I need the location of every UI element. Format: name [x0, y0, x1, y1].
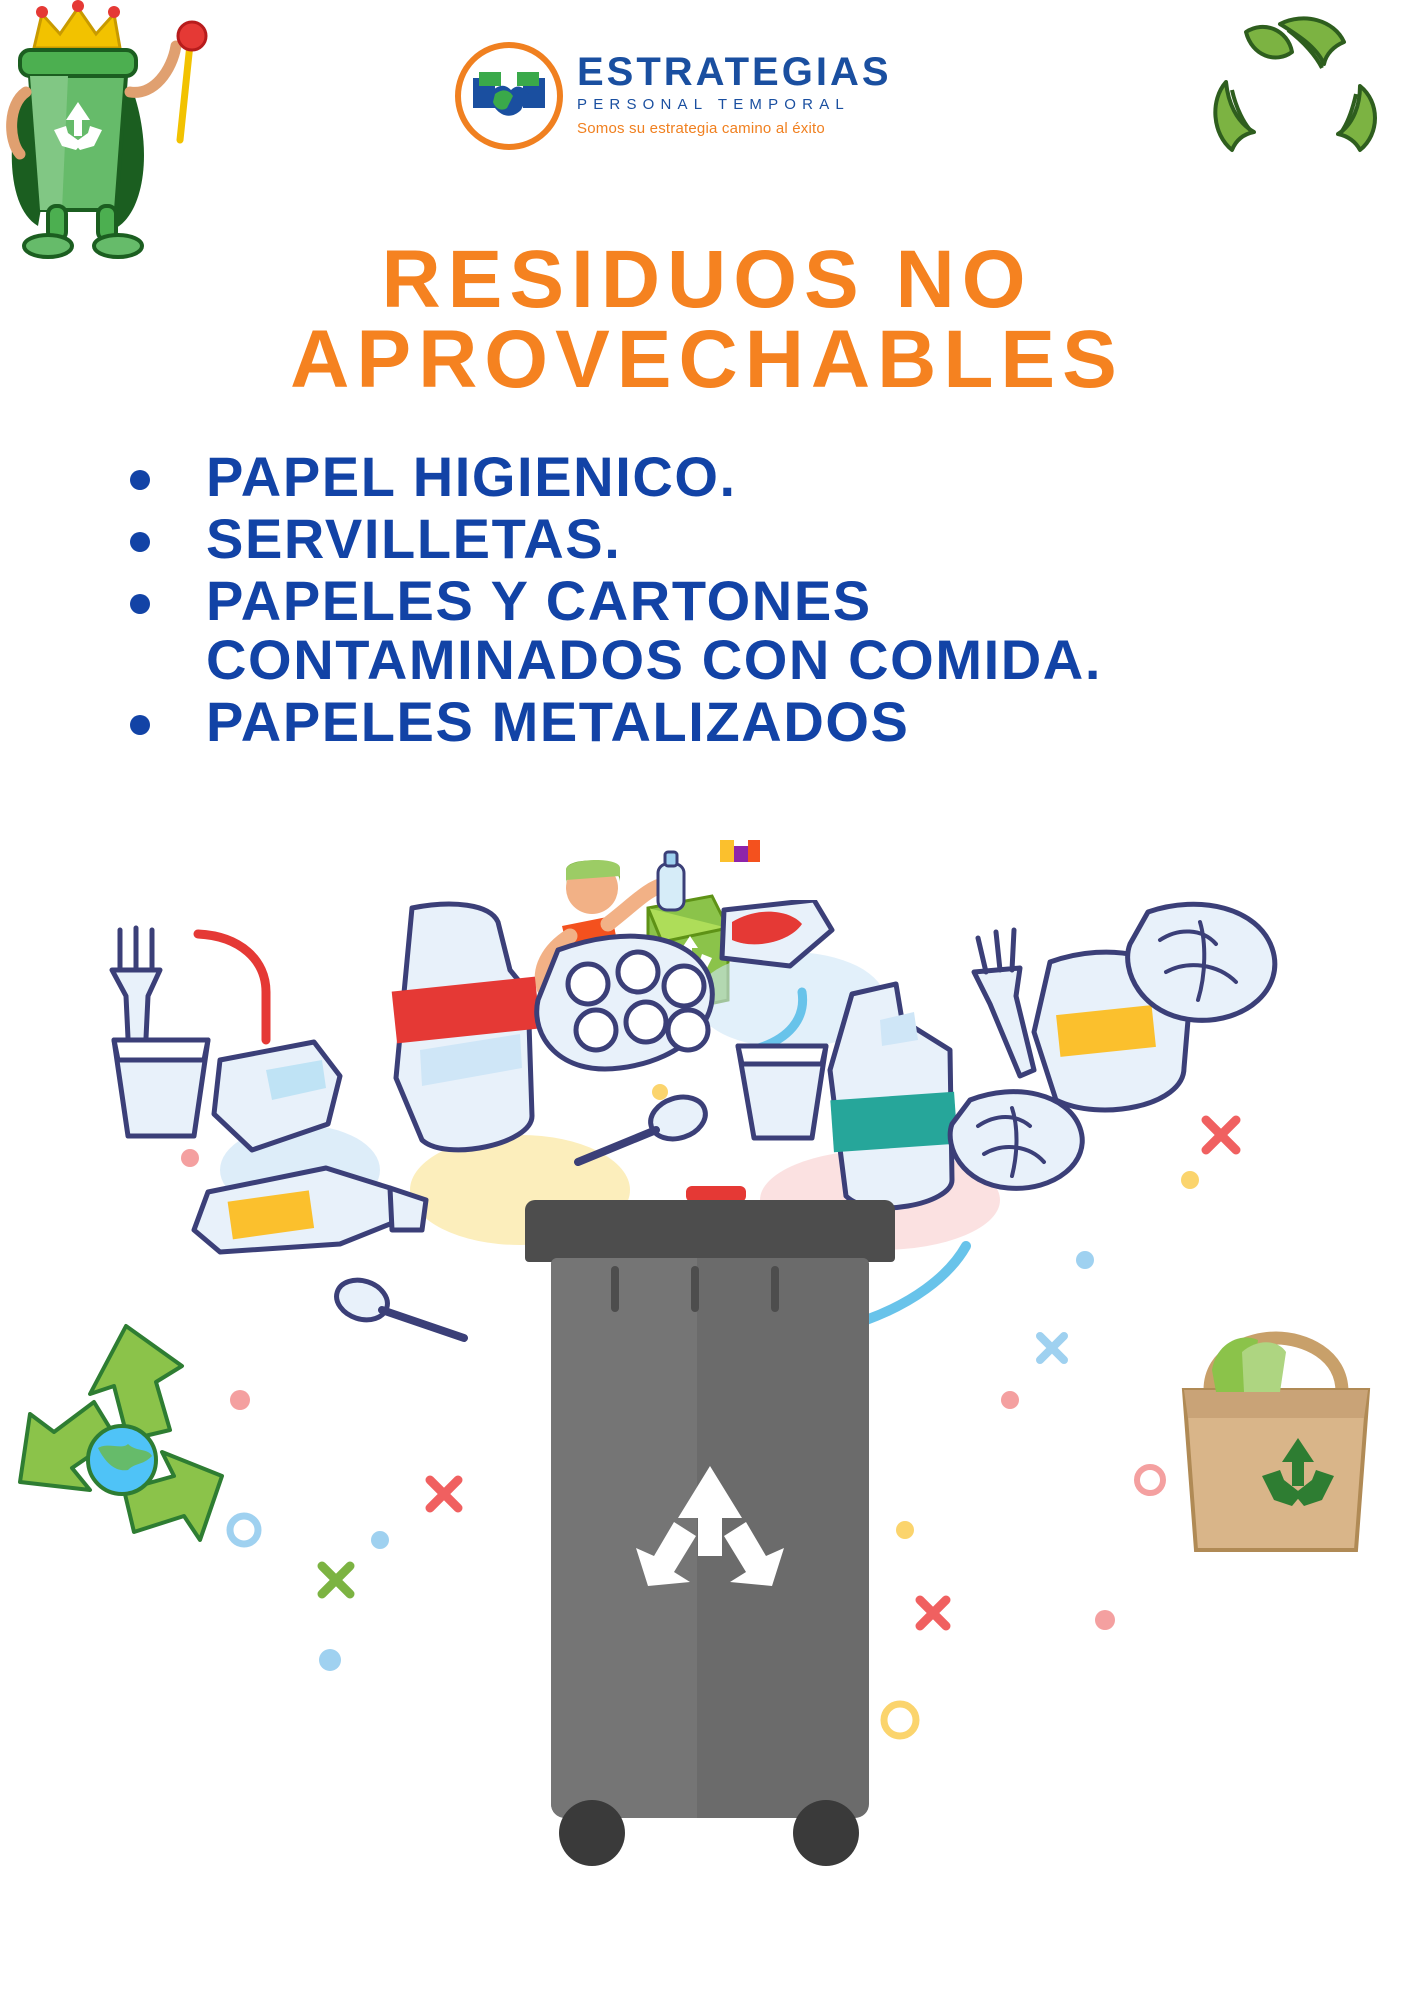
brand-subtitle: PERSONAL TEMPORAL	[577, 96, 850, 113]
illustration-area	[0, 840, 1414, 2000]
list-item-label: PAPELES Y CARTONES CONTAMINADOS CON COMIDA.	[206, 569, 1102, 691]
bullet-dot-icon	[130, 532, 150, 552]
brand-name: ESTRATEGIAS	[577, 50, 892, 94]
bullet-dot-icon	[130, 594, 150, 614]
list-item-label: SERVILLETAS.	[206, 507, 622, 571]
brand-tagline: Somos su estrategia camino al éxito	[577, 120, 825, 137]
recycle-leaves-icon	[1184, 8, 1394, 188]
recycle-earth-arrows-icon	[10, 1320, 240, 1550]
waste-list	[120, 445, 1300, 755]
king-trash-bin-mascot-icon	[4, 0, 234, 265]
list-item	[120, 507, 1300, 571]
bin-wheel-right	[793, 1800, 859, 1866]
list-item-label: PAPELES METALIZADOS	[206, 689, 910, 753]
brand-logo	[455, 42, 925, 162]
bin-lid	[525, 1200, 895, 1262]
paper-shopping-bag-recycle-icon	[1154, 1310, 1404, 1560]
bin-ribs	[551, 1258, 869, 1318]
handshake-icon	[455, 42, 563, 150]
bullet-dot-icon	[130, 470, 150, 490]
bin-wheel-left	[559, 1800, 625, 1866]
list-item	[120, 689, 1300, 753]
grey-wheelie-bin-icon	[525, 1200, 895, 2000]
list-item-label: PAPEL HIGIENICO.	[206, 445, 737, 508]
recycle-symbol-icon	[630, 1460, 790, 1610]
page-title: RESIDUOS NO APROVECHABLES	[290, 234, 1124, 406]
list-item	[120, 445, 1300, 508]
bullet-dot-icon	[130, 715, 150, 735]
list-item	[120, 569, 1300, 691]
